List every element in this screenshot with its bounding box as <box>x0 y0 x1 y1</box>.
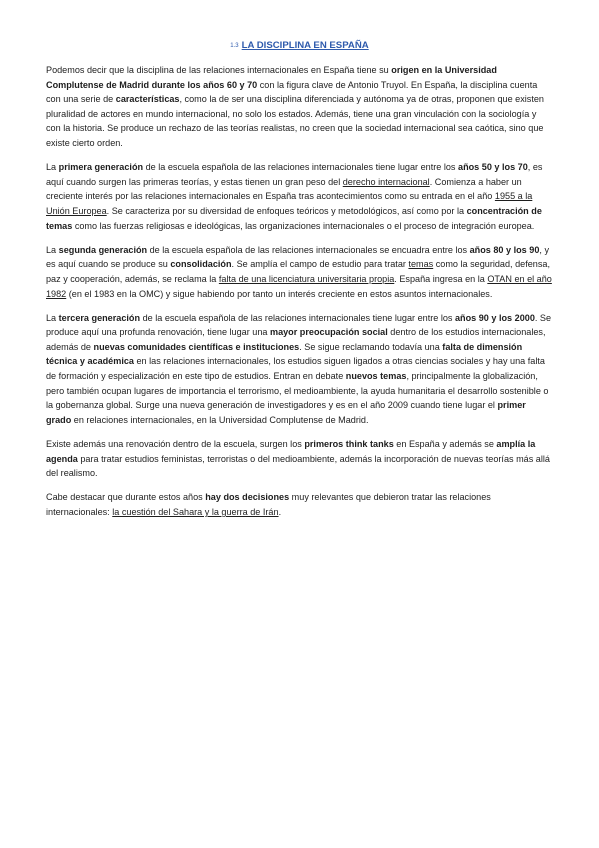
text-run: La <box>46 312 59 323</box>
underlined-text: la cuestión del Sahara y la guerra de Irán <box>112 507 279 517</box>
text-run: Existe además una renovación dentro de la escuela, surgen los <box>46 439 305 450</box>
bold-text: concentración de temas <box>46 205 542 231</box>
text-run: de la escuela española de las relaciones internacionales tiene lugar entre los <box>140 312 455 323</box>
underlined-text: falta de una licenciatura universitaria propia <box>218 273 395 284</box>
paragraph-3 <box>46 243 553 301</box>
text-run: en relaciones internacionales, en la Universidad Complutense de Madrid. <box>71 414 369 425</box>
bold-text: primer grado <box>46 400 526 425</box>
bold-text: años 80 y los 90 <box>469 244 540 255</box>
bold-text: falta de dimensión técnica y académica <box>46 341 523 367</box>
paragraph-1 <box>46 63 553 151</box>
underlined-text: temas <box>408 259 434 270</box>
text-run: como la seguridad, defensa, paz y cooperación, además, se reclama la <box>46 259 550 284</box>
text-run: muy relevantes que debieron tratar las relaciones internacionales: <box>46 492 491 517</box>
underlined-text: derecho internacional <box>342 176 430 187</box>
text-run: Podemos decir que la disciplina de las relaciones internacionales en España tiene su <box>46 65 392 75</box>
text-run: . Se sigue reclamando todavía una <box>299 341 443 352</box>
text-run: en España y además se <box>393 439 497 450</box>
text-run: . España ingresa en la <box>394 273 488 284</box>
text-run: Cabe destacar que durante estos años <box>46 492 206 503</box>
text-run: con la figura clave de Antonio Truyol. En España, la disciplina cuenta con una serie de <box>46 79 538 105</box>
text-run: dentro de los estudios internacionales, además de <box>46 327 546 352</box>
bold-text: años 50 y los 70 <box>458 162 528 173</box>
bold-text: consolidación <box>170 259 232 270</box>
section-title-text: LA DISCIPLINA EN ESPAÑA <box>241 40 369 51</box>
text-run: de la escuela española de las relaciones internacionales se encuadra entre los <box>147 244 470 255</box>
text-run: como las fuerzas religiosas e ideológicas, las organizaciones internacionales o el proceso de integración europea. <box>72 220 535 231</box>
paragraph-4 <box>46 311 553 428</box>
text-run: para tratar estudios feministas, terroristas o del medioambiente, además la incorporación de nuevas teorías más allá del realismo. <box>46 453 550 479</box>
underlined-text: 1955 a la Unión Europea <box>46 191 533 216</box>
bold-text: hay dos decisiones <box>205 492 290 503</box>
bold-text: primeros think tanks <box>304 439 394 450</box>
text-run: . Comienza a haber un creciente interés por las relaciones internacionales en España tras acontecimientos como su entrada en el año <box>46 176 522 202</box>
bold-text: primera generación <box>58 162 144 173</box>
text-run: . <box>278 507 282 517</box>
text-run: . Se amplía el campo de estudio para tratar <box>231 259 409 270</box>
bold-text: tercera generación <box>58 312 141 323</box>
text-run: de la escuela española de las relaciones internacionales tiene lugar entre los <box>143 162 459 173</box>
text-run: , y es aquí cuando se produce su <box>46 244 549 270</box>
underlined-text: OTAN en el año 1982 <box>46 273 552 299</box>
section-number: 1.3 <box>230 43 239 49</box>
body-text <box>46 63 553 520</box>
text-run: La <box>46 244 59 255</box>
paragraph-5 <box>46 437 553 481</box>
bold-text: nuevos temas <box>345 371 407 382</box>
bold-text: amplía la agenda <box>46 439 536 464</box>
bold-text: origen en la Universidad Complutense de Madrid durante los años 60 y 70 <box>46 65 497 90</box>
paragraph-2 <box>46 160 553 233</box>
bold-text: años 90 y los 2000 <box>455 312 535 323</box>
bold-text: nuevas comunidades científicas e instituciones <box>93 341 300 352</box>
bold-text: características <box>115 94 180 105</box>
text-run: , como la de ser una disciplina diferenciada y autónoma ya de otras, proponen que existen pluralidad de actores en mundo internacional, no solo los estados. Además, tiene una gran vinculación con la sociología y con la historia. Se produce un rechazo de las teorías realistas, no creen que la sociedad internacional sea caótica, sino que existe cierto orden. <box>46 94 544 148</box>
text-run: La <box>46 162 59 173</box>
bold-text: mayor preocupación social <box>269 327 388 338</box>
text-run: , es aquí cuando surgen las primeras teorías, y estas tienen un gran peso del <box>46 162 543 187</box>
text-run: . Se produce aquí una profunda renovación, tiene lugar una <box>46 312 552 338</box>
text-run: . Se caracteriza por su diversidad de enfoques teóricos y metodológicos, así como por la <box>106 205 467 216</box>
text-run: , principalmente la globalización, pero también ocupan lugares de importancia el terrorismo, el medioambiente, la ayuda humanitaria el desarrollo sostenible o la gobernanza global. Surge una nueva generación de investigadores y es en el año 2009 cuando tiene lugar el <box>46 371 549 411</box>
text-run: (en el 1983 en la OMC) y sigue habiendo por tanto un interés creciente en estos asuntos internacionales. <box>66 288 493 299</box>
bold-text: segunda generación <box>58 244 148 255</box>
section-title <box>46 40 553 51</box>
text-run: en las relaciones internacionales, los estudios siguen ligados a otras ciencias sociales y hay una falta de formación y especialización en este tipo de estudios. Entran en debate <box>46 356 545 382</box>
paragraph-6 <box>46 490 553 519</box>
